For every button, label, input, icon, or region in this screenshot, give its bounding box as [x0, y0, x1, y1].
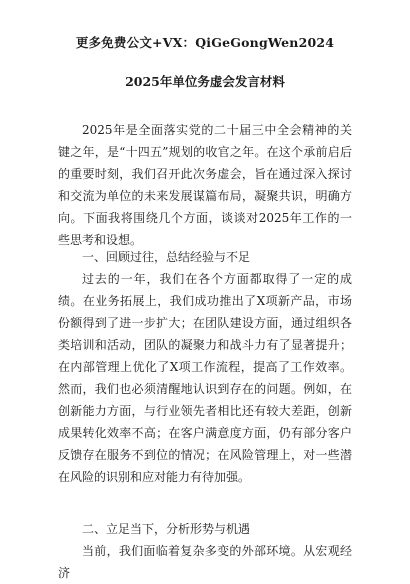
section1-body-block [58, 268, 352, 488]
section1-heading: 一、回顾过往，总结经验与不足 [82, 250, 251, 264]
section2-heading-block [58, 518, 352, 540]
intro-paragraph: 2025年是全面落实党的二十届三中全会精神的关键之年，是“十四五”规划的收官之年。在这个承前启后的重要时刻，我们召开此次务虚会，旨在通过深入探讨和交流为单位的未来发展谋篇布局，凝聚共识，明确方向。下面我将围绕几个方面，谈谈对2025年工作的一些思考和设想。 [58, 123, 352, 247]
watermark-text: 更多免费公文+VX：QiGeGongWen2024 [75, 35, 335, 50]
section2-heading: 二、立足当下，分析形势与机遇 [82, 522, 251, 536]
section2-body-block [58, 540, 352, 584]
intro-paragraph-block [58, 119, 352, 251]
section1-heading-block [58, 246, 352, 268]
section1-paragraph: 过去的一年，我们在各个方面都取得了一定的成绩。在业务拓展上，我们成功推出了X项新产品，市场份额得到了进一步扩大；在团队建设方面，通过组织各类培训和活动，团队的凝聚力和战斗力有了显著提升；在内部管理上优化了X项工作流程，提高了工作效率。然而，我们也必须清醒地认识到存在的问题。例如，在创新能力方面，与行业领先者相比还有较大差距，创新成果转化效率不高；在客户满意度方面，仍有部分客户反馈存在服务不到位的情况；在风险管理上，对一些潜在风险的识别和应对能力有待加强。 [58, 272, 352, 484]
document-title: 2025年单位务虚会发言材料 [125, 74, 285, 89]
section2-paragraph: 当前，我们面临着复杂多变的外部环境。从宏观经济 [58, 544, 352, 580]
